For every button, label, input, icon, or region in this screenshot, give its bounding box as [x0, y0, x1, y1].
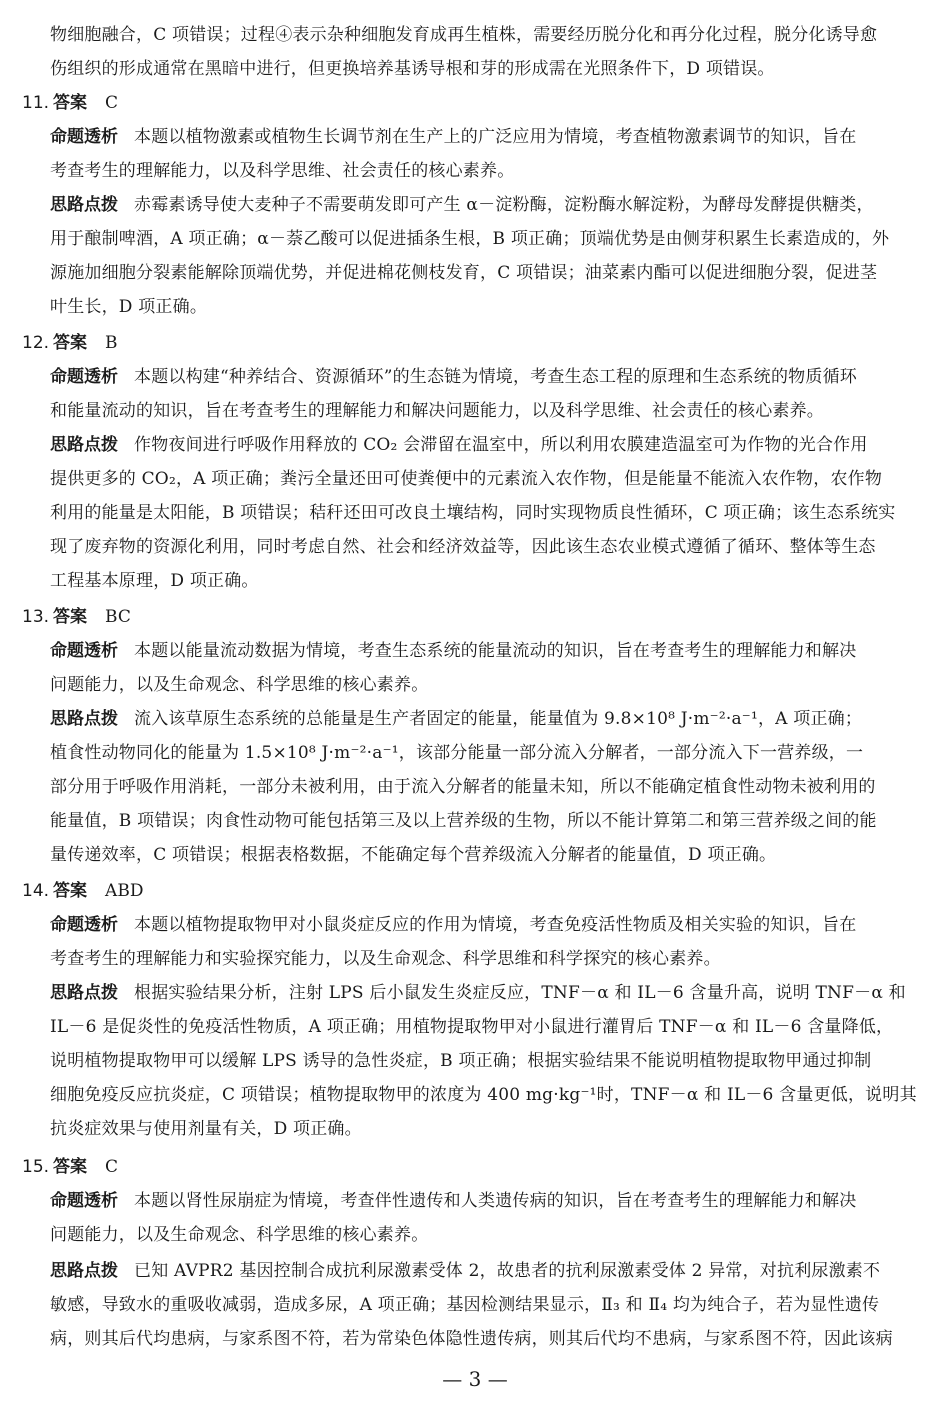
text-line: 伤组织的形成通常在黑暗中进行，但更换培养基诱导根和芽的形成需在光照条件下，D 项错误。: [50, 59, 775, 79]
hint-line: IL－6 是促炎性的免疫活性物质，A 项正确；用植物提取物甲对小鼠进行灌胃后 TNF－α 和 IL－6 含量降低，: [50, 1017, 894, 1037]
analysis-line: 命题透析 本题以植物激素或植物生长调节剂在生产上的广泛应用为情境，考查植物激素调节的知识，旨在: [50, 127, 857, 147]
question-number: 12.: [22, 333, 50, 353]
question-number: 14.: [22, 881, 50, 901]
answer-header: [22, 874, 222, 908]
analysis-line: 命题透析 本题以肾性尿崩症为情境，考查伴性遗传和人类遗传病的知识，旨在考查考生的理解能力和解决: [50, 1191, 857, 1211]
hint-label: 思路点拨: [50, 195, 118, 215]
hint-line: 能量值，B 项错误；肉食性动物可能包括第三及以上营养级的生物，所以不能计算第二和第三营养级之间的能: [50, 811, 877, 831]
analysis-label: 命题透析: [50, 641, 118, 661]
answer-header: [22, 86, 222, 120]
answer-value: BC: [105, 607, 131, 627]
analysis-line: 问题能力，以及生命观念、科学思维的核心素养。: [50, 1225, 429, 1245]
page-number: — 3 —: [442, 1367, 508, 1391]
hint-line: 利用的能量是太阳能，B 项错误；秸秆还田可改良土壤结构，同时实现物质良性循环，C 项正确；该生态系统实: [50, 503, 896, 523]
analysis-label: 命题透析: [50, 1191, 118, 1211]
question-number: 13.: [22, 607, 50, 627]
analysis-line: 和能量流动的知识，旨在考查考生的理解能力和解决问题能力，以及科学思维、社会责任的核心素养。: [50, 401, 824, 421]
answer-header: [22, 326, 222, 360]
analysis-line: 考查考生的理解能力，以及科学思维、社会责任的核心素养。: [50, 161, 515, 181]
hint-line: 细胞免疫反应抗炎症，C 项错误；植物提取物甲的浓度为 400 mg·kg⁻¹时，TNF－α 和 IL－6 含量更低，说明其: [50, 1085, 917, 1105]
analysis-line: 问题能力，以及生命观念、科学思维的核心素养。: [50, 675, 429, 695]
hint-line: 部分用于呼吸作用消耗，一部分未被利用，由于流入分解者的能量未知，所以不能确定植食性动物未被利用的: [50, 777, 876, 797]
answer-label: 答案: [53, 607, 88, 627]
hint-line: 说明植物提取物甲可以缓解 LPS 诱导的急性炎症，B 项正确；根据实验结果不能说明植物提取物甲通过抑制: [50, 1051, 872, 1071]
answer-label: 答案: [53, 881, 88, 901]
hint-label: 思路点拨: [50, 983, 118, 1003]
analysis-line: 考查考生的理解能力和实验探究能力，以及生命观念、科学思维和科学探究的核心素养。: [50, 949, 721, 969]
answer-header: [22, 600, 222, 634]
hint-line: 提供更多的 CO₂，A 项正确；粪污全量还田可使粪便中的元素流入农作物，但是能量不能流入农作物，农作物: [50, 469, 883, 489]
analysis-line: 命题透析 本题以构建“种养结合、资源循环”的生态链为情境，考查生态工程的原理和生态系统的物质循环: [50, 367, 857, 387]
hint-line: 病，则其后代均患病，与家系图不符，若为常染色体隐性遗传病，则其后代均不患病，与家系图不符，因此该病: [50, 1329, 893, 1349]
hint-label: 思路点拨: [50, 1261, 118, 1281]
analysis-label: 命题透析: [50, 367, 118, 387]
question-number: 15.: [22, 1157, 50, 1177]
analysis-label: 命题透析: [50, 127, 118, 147]
answer-label: 答案: [53, 93, 88, 113]
hint-line: 用于酿制啤酒，A 项正确；α－萘乙酸可以促进插条生根，B 项正确；顶端优势是由侧芽积累生长素造成的，外: [50, 229, 890, 249]
hint-line: 思路点拨 赤霉素诱导使大麦种子不需要萌发即可产生 α－淀粉酶，淀粉酶水解淀粉，为酵母发酵提供糖类，: [50, 195, 874, 215]
hint-line: 敏感，导致水的重吸收减弱，造成多尿，A 项正确；基因检测结果显示，Ⅱ₃ 和 Ⅱ₄ 均为纯合子，若为显性遗传: [50, 1295, 880, 1315]
answer-label: 答案: [53, 333, 88, 353]
hint-line: 植食性动物同化的能量为 1.5×10⁸ J·m⁻²·a⁻¹，该部分能量一部分流入分解者，一部分流入下一营养级，一: [50, 743, 864, 763]
answer-label: 答案: [53, 1157, 88, 1177]
hint-line: 源施加细胞分裂素能解除顶端优势，并促进棉花侧枝发育，C 项错误；油菜素内酯可以促进细胞分裂，促进茎: [50, 263, 878, 283]
analysis-line: 命题透析 本题以能量流动数据为情境，考查生态系统的能量流动的知识，旨在考查考生的理解能力和解决: [50, 641, 857, 661]
hint-label: 思路点拨: [50, 435, 118, 455]
answer-value: B: [105, 333, 118, 353]
question-number: 11.: [22, 93, 50, 113]
hint-line: 思路点拨 根据实验结果分析，注射 LPS 后小鼠发生炎症反应，TNF－α 和 IL－6 含量升高，说明 TNF－α 和: [50, 983, 906, 1003]
hint-line: 思路点拨 流入该草原生态系统的总能量是生产者固定的能量，能量值为 9.8×10⁸ J·m⁻²·a⁻¹，A 项正确；: [50, 709, 863, 729]
analysis-label: 命题透析: [50, 915, 118, 935]
hint-line: 抗炎症效果与使用剂量有关，D 项正确。: [50, 1119, 362, 1139]
hint-line: 思路点拨 已知 AVPR2 基因控制合成抗利尿激素受体 2，故患者的抗利尿激素受体 2 异常，对抗利尿激素不: [50, 1261, 881, 1281]
analysis-line: 命题透析 本题以植物提取物甲对小鼠炎症反应的作用为情境，考查免疫活性物质及相关实验的知识，旨在: [50, 915, 857, 935]
hint-line: 量传递效率，C 项错误；根据表格数据，不能确定每个营养级流入分解者的能量值，D 项正确。: [50, 845, 777, 865]
hint-line: 叶生长，D 项正确。: [50, 297, 208, 317]
answer-header: [22, 1150, 222, 1184]
hint-line: 现了废弃物的资源化利用，同时考虑自然、社会和经济效益等，因此该生态农业模式遵循了循环、整体等生态: [50, 537, 876, 557]
hint-line: 工程基本原理，D 项正确。: [50, 571, 259, 591]
text-line: 物细胞融合，C 项错误；过程④表示杂种细胞发育成再生植株，需要经历脱分化和再分化过程，脱分化诱导愈: [50, 25, 878, 45]
hint-line: 思路点拨 作物夜间进行呼吸作用释放的 CO₂ 会滞留在温室中，所以利用农膜建造温室可为作物的光合作用: [50, 435, 868, 455]
hint-label: 思路点拨: [50, 709, 118, 729]
answer-value: C: [105, 1157, 119, 1177]
answer-value: ABD: [105, 881, 144, 901]
answer-value: C: [105, 93, 119, 113]
